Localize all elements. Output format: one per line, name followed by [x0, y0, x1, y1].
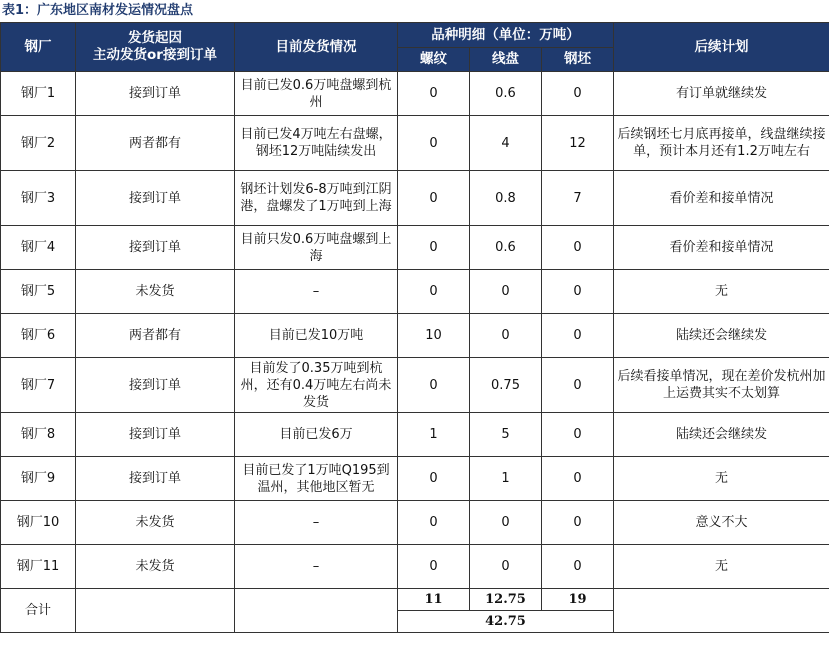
- table-row: [1, 501, 829, 545]
- cell-wire: 5: [470, 413, 542, 457]
- cell-rebar: 0: [398, 270, 470, 314]
- cell-mill: 钢厂5: [1, 270, 76, 314]
- table-row: [1, 270, 829, 314]
- cell-reason: 未发货: [76, 545, 235, 589]
- cell-status: –: [235, 270, 398, 314]
- header-reason-line1: 发货起因: [128, 30, 182, 46]
- cell-reason: 接到订单: [76, 457, 235, 501]
- header-wire: 线盘: [470, 48, 542, 72]
- cell-status: 目前已发10万吨: [235, 314, 398, 358]
- cell-reason: 接到订单: [76, 171, 235, 226]
- cell-mill: 钢厂7: [1, 358, 76, 413]
- cell-status: 目前已发了1万吨Q195到温州，其他地区暂无: [235, 457, 398, 501]
- cell-mill: 钢厂11: [1, 545, 76, 589]
- cell-billet: 0: [542, 501, 614, 545]
- cell-billet: 0: [542, 226, 614, 270]
- cell-reason: 接到订单: [76, 358, 235, 413]
- cell-wire: 1: [470, 457, 542, 501]
- cell-status: 目前发了0.35万吨到杭州，还有0.4万吨左右尚未发货: [235, 358, 398, 413]
- table-row: [1, 314, 829, 358]
- cell-wire: 4: [470, 116, 542, 171]
- cell-mill: 钢厂8: [1, 413, 76, 457]
- table-row: [1, 413, 829, 457]
- cell-billet: 0: [542, 358, 614, 413]
- header-reason: [76, 23, 235, 72]
- total-label: 合计: [1, 589, 76, 633]
- cell-rebar: 10: [398, 314, 470, 358]
- cell-status: 钢坯计划发6-8万吨到江阴港，盘螺发了1万吨到上海: [235, 171, 398, 226]
- cell-plan: 看价差和接单情况: [614, 226, 829, 270]
- cell-rebar: 0: [398, 358, 470, 413]
- cell-plan: 无: [614, 457, 829, 501]
- total-blank: [614, 589, 829, 633]
- table-row: [1, 171, 829, 226]
- cell-plan: 陆续还会继续发: [614, 413, 829, 457]
- cell-wire: 0.6: [470, 72, 542, 116]
- cell-reason: 未发货: [76, 270, 235, 314]
- table-row: [1, 358, 829, 413]
- total-wire: 12.75: [470, 589, 542, 611]
- cell-rebar: 0: [398, 457, 470, 501]
- header-mill: 钢厂: [1, 23, 76, 72]
- cell-wire: 0: [470, 270, 542, 314]
- total-blank: [235, 589, 398, 633]
- cell-status: 目前已发4万吨左右盘螺，钢坯12万吨陆续发出: [235, 116, 398, 171]
- total-blank: [76, 589, 235, 633]
- cell-wire: 0.75: [470, 358, 542, 413]
- cell-rebar: 0: [398, 171, 470, 226]
- table-row: [1, 545, 829, 589]
- cell-billet: 0: [542, 72, 614, 116]
- cell-status: 目前只发0.6万吨盘螺到上海: [235, 226, 398, 270]
- cell-billet: 12: [542, 116, 614, 171]
- cell-billet: 0: [542, 314, 614, 358]
- cell-plan: 意义不大: [614, 501, 829, 545]
- cell-rebar: 0: [398, 501, 470, 545]
- header-rebar: 螺纹: [398, 48, 470, 72]
- cell-mill: 钢厂4: [1, 226, 76, 270]
- cell-status: –: [235, 545, 398, 589]
- header-billet: 钢坯: [542, 48, 614, 72]
- cell-plan: 后续看接单情况，现在差价发杭州加上运费其实不太划算: [614, 358, 829, 413]
- cell-billet: 7: [542, 171, 614, 226]
- header-reason-line2: 主动发货or接到订单: [93, 47, 217, 63]
- cell-rebar: 0: [398, 545, 470, 589]
- cell-status: 目前已发0.6万吨盘螺到杭州: [235, 72, 398, 116]
- cell-mill: 钢厂3: [1, 171, 76, 226]
- cell-wire: 0: [470, 314, 542, 358]
- cell-plan: 陆续还会继续发: [614, 314, 829, 358]
- cell-billet: 0: [542, 545, 614, 589]
- cell-status: 目前已发6万: [235, 413, 398, 457]
- cell-mill: 钢厂6: [1, 314, 76, 358]
- cell-reason: 未发货: [76, 501, 235, 545]
- cell-plan: 看价差和接单情况: [614, 171, 829, 226]
- shipment-table: [0, 22, 829, 633]
- table-row: [1, 226, 829, 270]
- cell-mill: 钢厂10: [1, 501, 76, 545]
- total-rebar: 11: [398, 589, 470, 611]
- table-row: [1, 72, 829, 116]
- cell-reason: 接到订单: [76, 413, 235, 457]
- table-row: [1, 457, 829, 501]
- cell-wire: 0: [470, 501, 542, 545]
- cell-billet: 0: [542, 413, 614, 457]
- cell-plan: 无: [614, 270, 829, 314]
- cell-wire: 0.8: [470, 171, 542, 226]
- cell-status: –: [235, 501, 398, 545]
- header-status: 目前发货情况: [235, 23, 398, 72]
- cell-plan: 有订单就继续发: [614, 72, 829, 116]
- cell-billet: 0: [542, 457, 614, 501]
- cell-wire: 0.6: [470, 226, 542, 270]
- cell-mill: 钢厂2: [1, 116, 76, 171]
- cell-rebar: 0: [398, 72, 470, 116]
- cell-reason: 接到订单: [76, 72, 235, 116]
- cell-plan: 后续钢坯七月底再接单，线盘继续接单，预计本月还有1.2万吨左右: [614, 116, 829, 171]
- cell-mill: 钢厂1: [1, 72, 76, 116]
- cell-reason: 两者都有: [76, 314, 235, 358]
- cell-rebar: 1: [398, 413, 470, 457]
- cell-billet: 0: [542, 270, 614, 314]
- table-title: 表1：广东地区南材发运情况盘点: [2, 3, 194, 18]
- cell-plan: 无: [614, 545, 829, 589]
- table-row: [1, 116, 829, 171]
- header-plan: 后续计划: [614, 23, 829, 72]
- total-billet: 19: [542, 589, 614, 611]
- cell-reason: 两者都有: [76, 116, 235, 171]
- total-grand: 42.75: [398, 611, 614, 633]
- cell-reason: 接到订单: [76, 226, 235, 270]
- cell-rebar: 0: [398, 116, 470, 171]
- cell-rebar: 0: [398, 226, 470, 270]
- cell-mill: 钢厂9: [1, 457, 76, 501]
- header-breakdown: 品种明细（单位：万吨）: [398, 23, 614, 48]
- cell-wire: 0: [470, 545, 542, 589]
